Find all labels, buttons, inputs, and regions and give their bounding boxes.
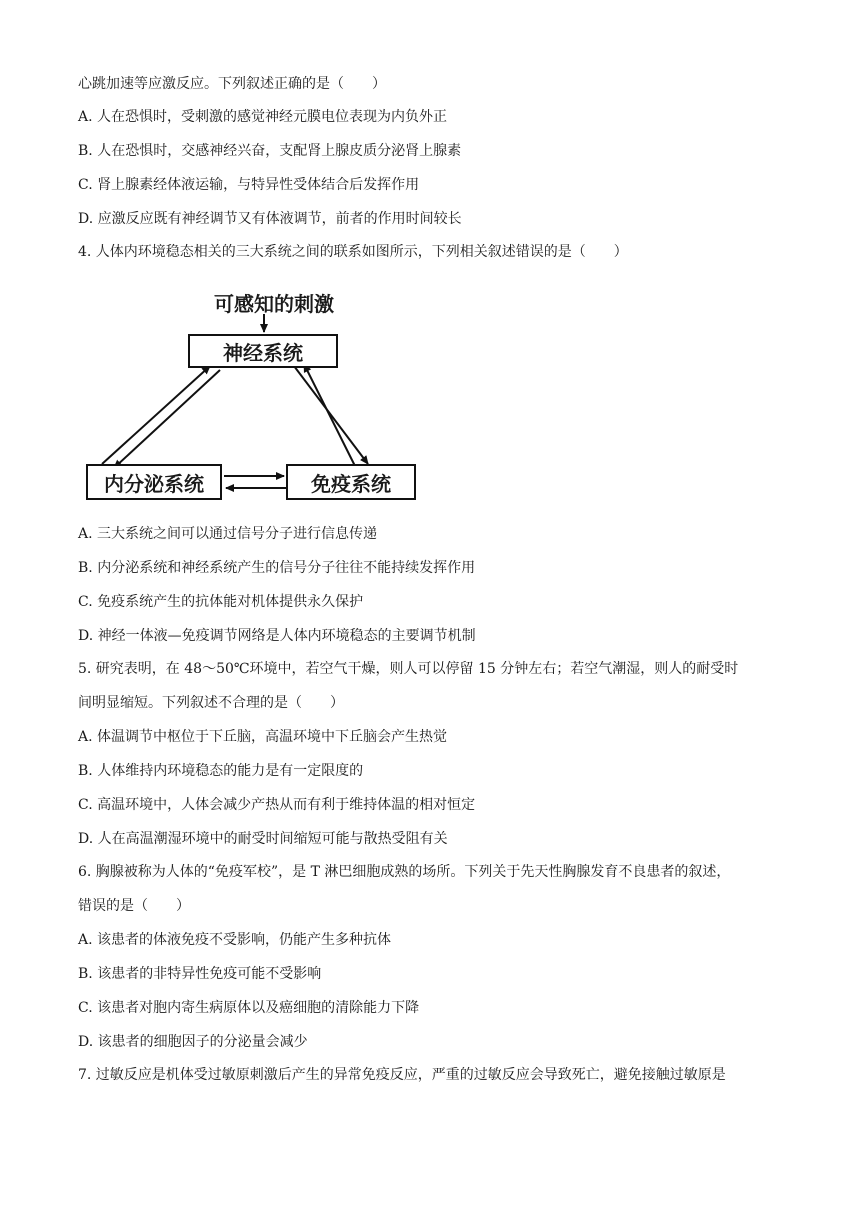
question-6-stem: 6. 胸腺被称为人体的“免疫军校”，是 T 淋巴细胞成熟的场所。下列关于先天性胸腺发育不良患者的叙述， [78, 864, 731, 880]
option-6b: B. 该患者的非特异性免疫可能不受影响 [78, 966, 322, 982]
option-5c: C. 高温环境中，人体会减少产热从而有利于维持体温的相对恒定 [78, 797, 476, 813]
nervous-to-endocrine-arrow [114, 370, 220, 468]
option-4d: D. 神经一体液—免疫调节网络是人体内环境稳态的主要调节机制 [78, 628, 476, 644]
question-3-stem-tail: 心跳加速等应激反应。下列叙述正确的是（ ） [78, 76, 386, 92]
option-3c: C. 肾上腺素经体液运输，与特异性受体结合后发挥作用 [78, 177, 420, 193]
question-4-stem: 4. 人体内环境稳态相关的三大系统之间的联系如图所示，下列相关叙述错误的是（ ） [78, 244, 628, 260]
endocrine-to-nervous-arrow [102, 366, 210, 464]
option-4c: C. 免疫系统产生的抗体能对机体提供永久保护 [78, 594, 364, 610]
option-6c: C. 该患者对胞内寄生病原体以及癌细胞的清除能力下降 [78, 1000, 420, 1016]
option-3a: A. 人在恐惧时，受刺激的感觉神经元膜电位表现为内负外正 [78, 109, 448, 125]
nervous-system-box: 神经系统 [188, 334, 338, 368]
question-6-stem-cont: 错误的是（ ） [78, 898, 190, 914]
system-relationship-diagram [84, 284, 420, 504]
question-5-stem: 5. 研究表明，在 48～50℃环境中，若空气干燥，则人可以停留 15 分钟左右；若空气潮湿，则人的耐受时 [78, 661, 739, 677]
option-5a: A. 体温调节中枢位于下丘脑，高温环境中下丘脑会产生热觉 [78, 729, 448, 745]
endocrine-system-box: 内分泌系统 [86, 464, 222, 500]
question-5-stem-cont: 间明显缩短。下列叙述不合理的是（ ） [78, 695, 344, 711]
option-4b: B. 内分泌系统和神经系统产生的信号分子往往不能持续发挥作用 [78, 560, 476, 576]
question-7-stem: 7. 过敏反应是机体受过敏原刺激后产生的异常免疫反应，严重的过敏反应会导致死亡，避免接触过敏原是 [78, 1067, 726, 1083]
option-6d: D. 该患者的细胞因子的分泌量会减少 [78, 1034, 308, 1050]
option-5d: D. 人在高温潮湿环境中的耐受时间缩短可能与散热受阻有关 [78, 831, 448, 847]
nervous-to-immune-arrow [294, 366, 368, 464]
stimulus-label: 可感知的刺激 [214, 292, 334, 316]
option-3b: B. 人在恐惧时，交感神经兴奋，支配肾上腺皮质分泌肾上腺素 [78, 143, 462, 159]
option-5b: B. 人体维持内环境稳态的能力是有一定限度的 [78, 763, 364, 779]
option-4a: A. 三大系统之间可以通过信号分子进行信息传递 [78, 526, 378, 542]
immune-to-nervous-arrow [304, 364, 356, 468]
option-6a: A. 该患者的体液免疫不受影响，仍能产生多种抗体 [78, 932, 392, 948]
option-3d: D. 应激反应既有神经调节又有体液调节，前者的作用时间较长 [78, 211, 462, 227]
immune-system-box: 免疫系统 [286, 464, 416, 500]
